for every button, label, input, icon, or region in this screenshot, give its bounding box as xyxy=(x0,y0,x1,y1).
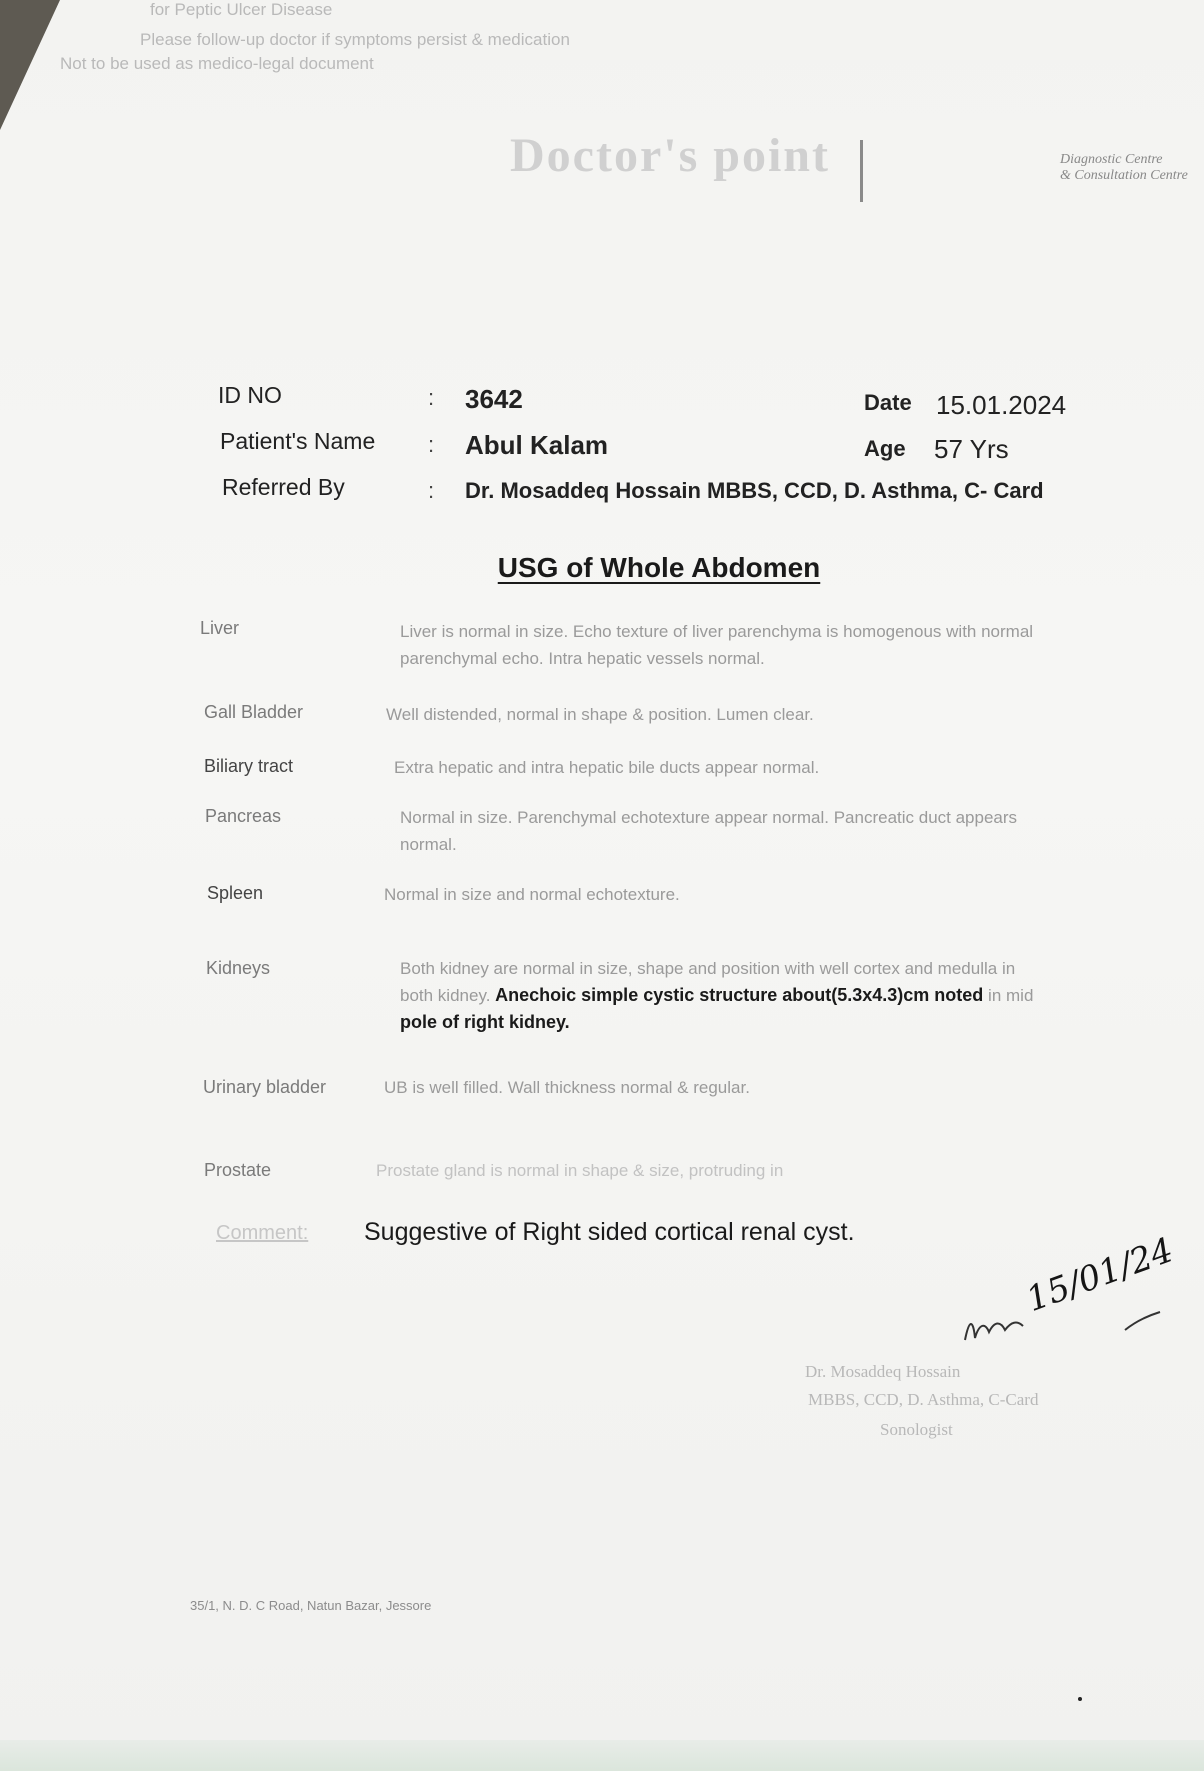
patient-name-value: Abul Kalam xyxy=(465,430,609,460)
folded-corner xyxy=(0,0,60,130)
organ-label-liver: Liver xyxy=(200,618,240,638)
letterhead-logo: Doctor's point xyxy=(510,129,830,182)
bottom-edge xyxy=(0,1740,1204,1771)
stamp-line: Dr. Mosaddeq Hossain xyxy=(805,1362,961,1381)
finding-line: Extra hepatic and intra hepatic bile ducts appear normal. xyxy=(394,758,820,777)
letterhead-tagline xyxy=(1060,152,1188,184)
finding-cyst-note: Anechoic simple cystic structure about(5.3x4.3)cm noted xyxy=(495,985,984,1005)
organ-label-spleen: Spleen xyxy=(207,883,264,903)
finding-cyst-location: pole of right kidney. xyxy=(400,1012,570,1032)
letterhead-tagline-2: & Consultation Centre xyxy=(1060,168,1188,183)
footer-address: 35/1, N. D. C Road, Natun Bazar, Jessore xyxy=(190,1598,432,1613)
ink-dot xyxy=(1078,1697,1082,1701)
finding-biliary-tract xyxy=(394,754,1164,781)
patient-name-label: Patient's Name xyxy=(220,428,376,454)
letterhead-tagline-1: Diagnostic Centre xyxy=(1060,152,1163,167)
organ-label-gall-bladder: Gall Bladder xyxy=(204,702,304,722)
id-value: 3642 xyxy=(465,384,523,414)
stamp-line: MBBS, CCD, D. Asthma, C-Card xyxy=(808,1390,1039,1409)
bleed-through-line: Not to be used as medico-legal document xyxy=(60,54,374,73)
date-value: 15.01.2024 xyxy=(936,390,1067,420)
impression-text: Suggestive of Right sided cortical renal cyst. xyxy=(364,1218,855,1246)
finding-kidneys xyxy=(400,955,1200,1036)
age-value: 57 Yrs xyxy=(934,434,1009,464)
colon: : xyxy=(428,478,435,503)
impression-label: Comment: xyxy=(216,1222,309,1244)
signature-date: 15/01/24 xyxy=(1021,1230,1179,1320)
bleed-through-line: Please follow-up doctor if symptoms persist & medication xyxy=(140,30,570,49)
finding-urinary-bladder xyxy=(384,1074,1154,1101)
referred-by-value: Dr. Mosaddeq Hossain MBBS, CCD, D. Asthma, C- Card xyxy=(465,478,1044,503)
finding-faint: in mid xyxy=(988,986,1034,1005)
finding-line: UB is well filled. Wall thickness normal & regular. xyxy=(384,1078,750,1097)
finding-line: Well distended, normal in shape & position. Lumen clear. xyxy=(386,705,814,724)
organ-label-kidneys: Kidneys xyxy=(206,958,271,978)
organ-label-pancreas: Pancreas xyxy=(205,806,282,826)
finding-line: Normal in size. Parenchymal echotexture appear normal. Pancreatic duct appears xyxy=(400,808,1018,827)
finding-liver xyxy=(400,618,1170,672)
finding-line: Both kidney are normal in size, shape and position with well cortex and medulla in xyxy=(400,959,1016,978)
finding-line: Normal in size and normal echotexture. xyxy=(384,885,680,904)
organ-label-prostate: Prostate xyxy=(204,1160,272,1180)
age-label: Age xyxy=(864,436,906,461)
bleed-through-line: for Peptic Ulcer Disease xyxy=(150,0,333,19)
finding-line xyxy=(400,982,1200,1009)
finding-gall-bladder xyxy=(386,701,1156,728)
letterhead-divider xyxy=(860,140,863,202)
colon: : xyxy=(428,385,435,410)
organ-label-biliary-tract: Biliary tract xyxy=(204,756,294,776)
finding-line: Liver is normal in size. Echo texture of liver parenchyma is homogenous with normal xyxy=(400,622,1034,641)
finding-pancreas xyxy=(400,804,1190,858)
finding-line: normal. xyxy=(400,835,457,854)
id-label: ID NO xyxy=(218,382,282,408)
finding-spleen xyxy=(384,881,1154,908)
date-label: Date xyxy=(864,390,912,415)
finding-faint: both kidney. xyxy=(400,986,491,1005)
report-title: USG of Whole Abdomen xyxy=(497,552,821,583)
finding-line: parenchymal echo. Intra hepatic vessels normal. xyxy=(400,649,765,668)
organ-label-urinary-bladder: Urinary bladder xyxy=(203,1077,327,1097)
referred-by-label: Referred By xyxy=(222,474,345,500)
stamp-line: Sonologist xyxy=(880,1420,953,1439)
finding-prostate xyxy=(376,1157,1146,1184)
finding-line: Prostate gland is normal in shape & size, protruding in xyxy=(376,1161,784,1180)
colon: : xyxy=(428,432,435,457)
